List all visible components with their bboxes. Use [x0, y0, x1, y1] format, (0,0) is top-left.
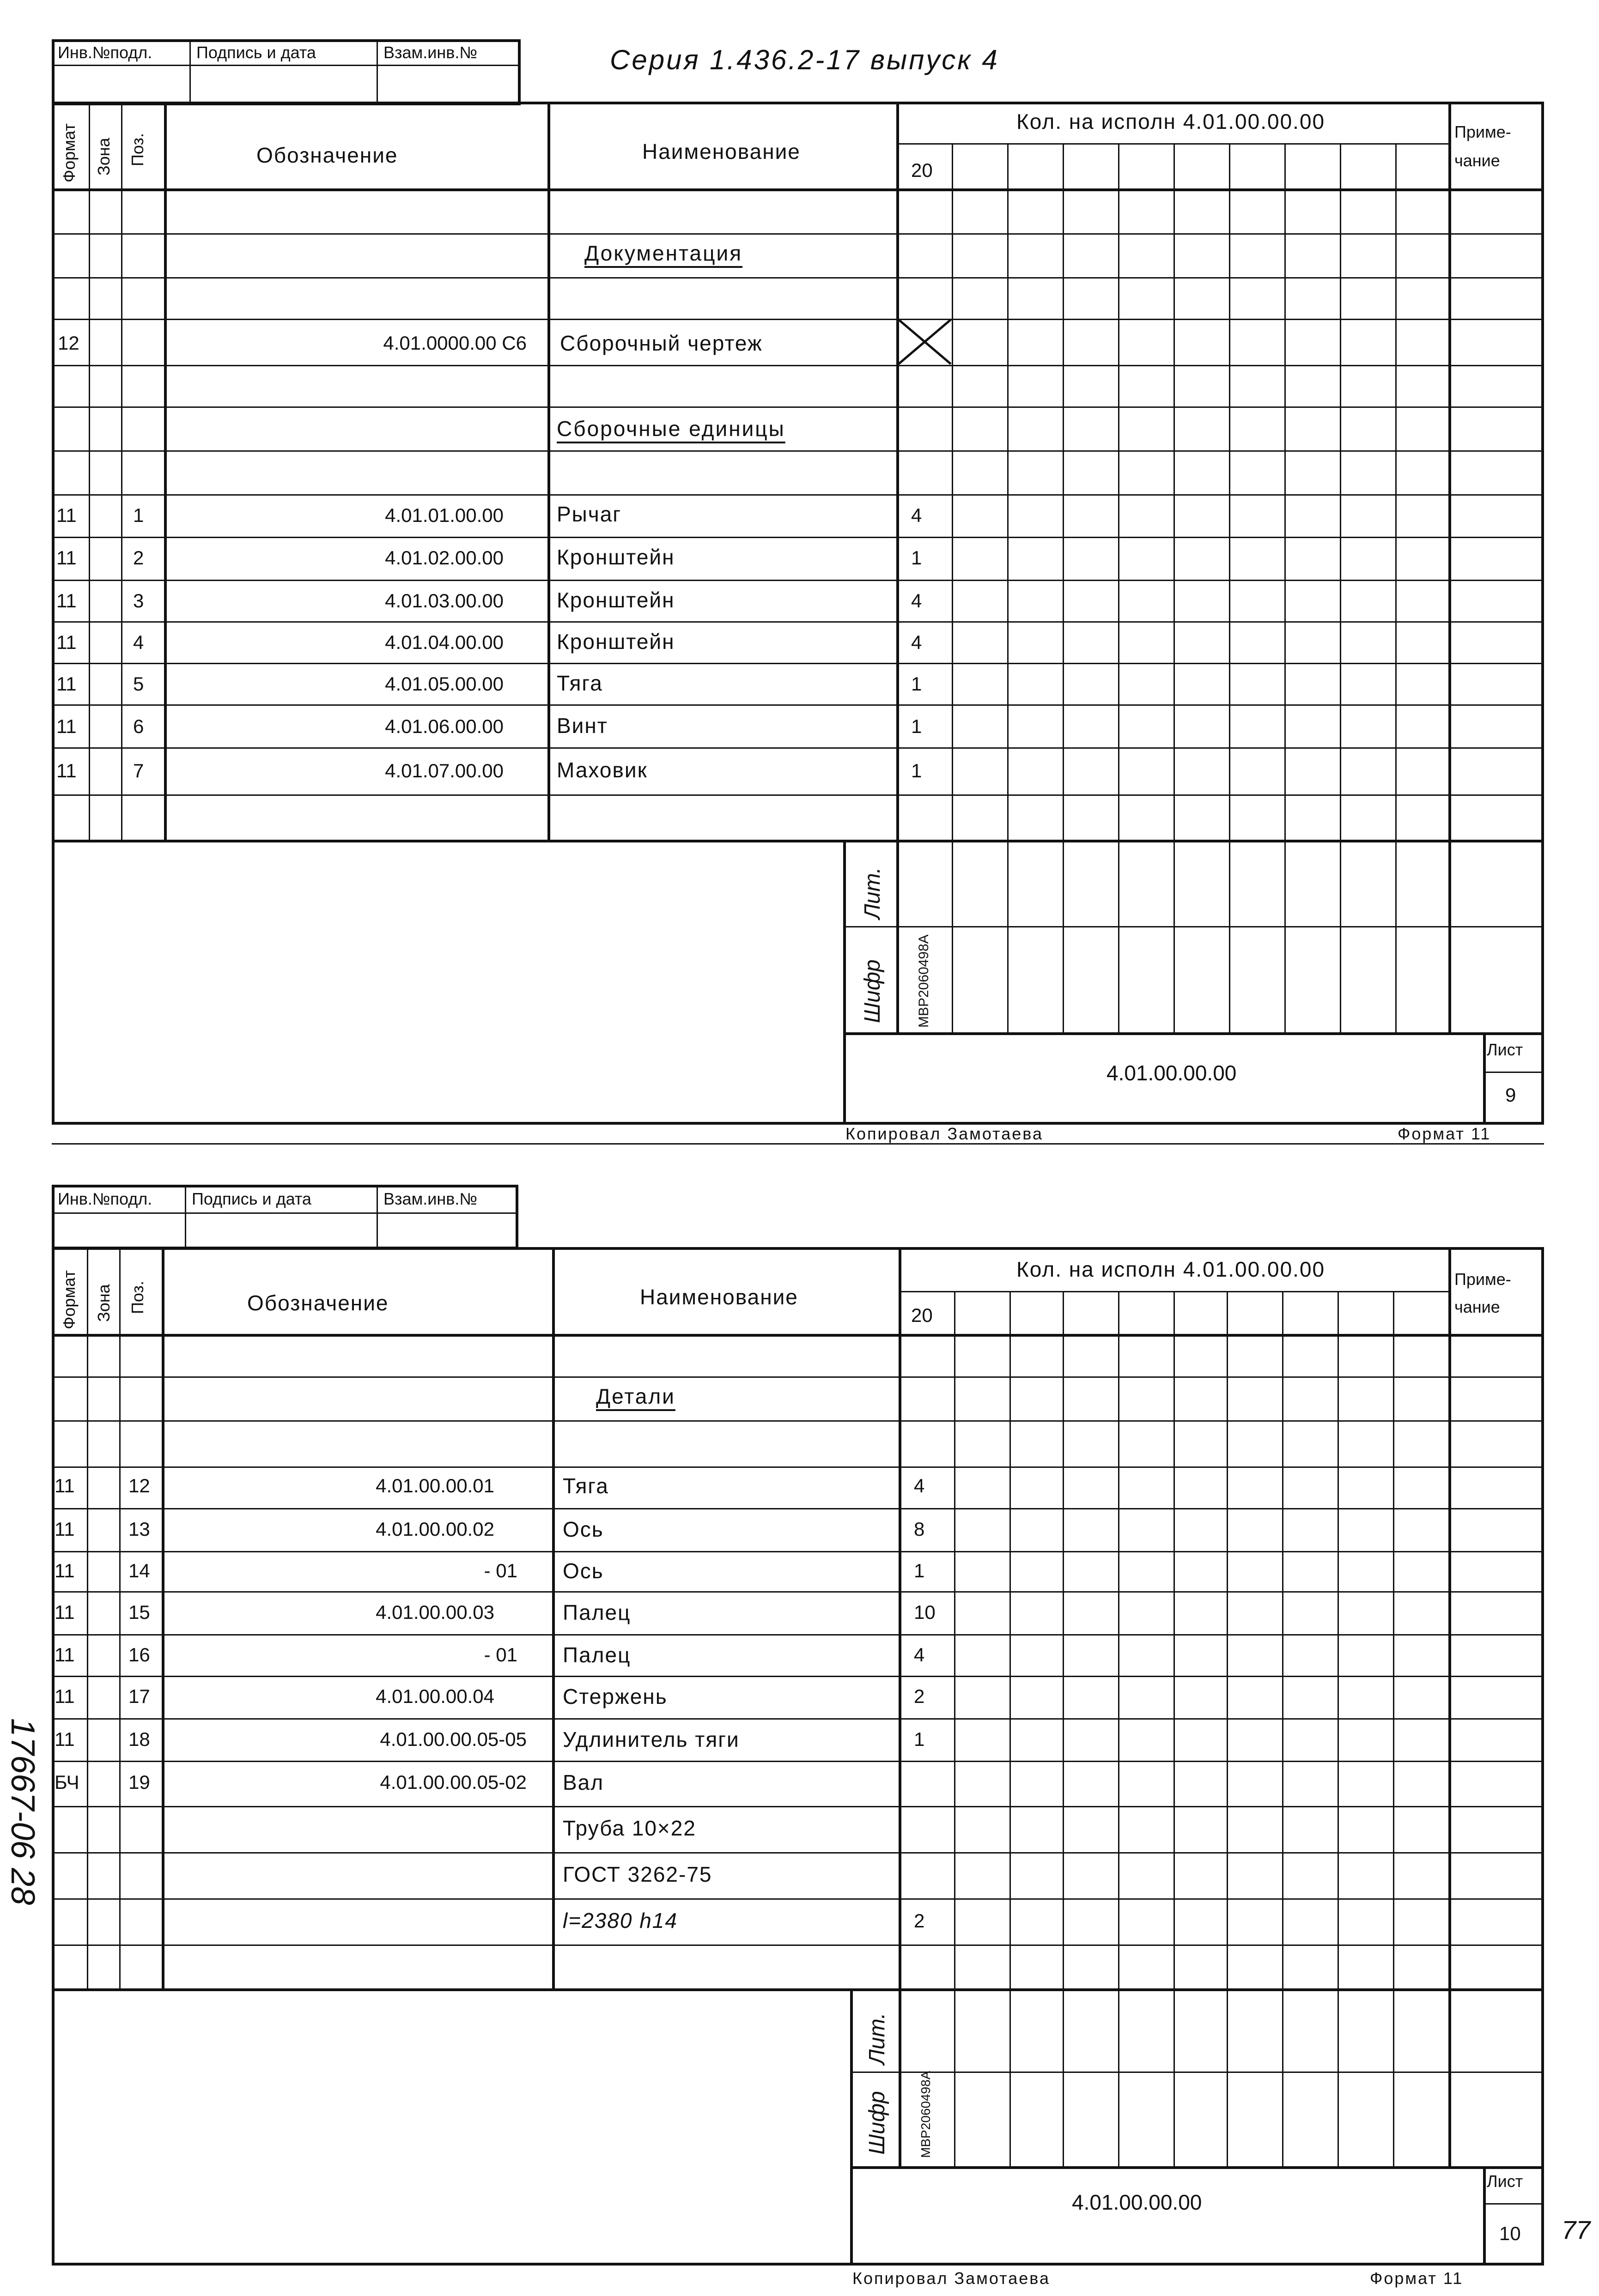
side-number: 17667-06 28 — [4, 1718, 41, 1905]
col-prim-1: Приме- — [1454, 122, 1511, 141]
col-kol-first: 20 — [911, 159, 933, 181]
sheet-1-frame — [52, 102, 1544, 1125]
stamp-vzam: Взам.инв.№ — [383, 43, 478, 62]
col-naimenovanie: Наименование — [642, 139, 801, 164]
col-zona: Зона — [94, 138, 113, 176]
sheet-2-frame — [52, 1247, 1544, 2266]
copied-by: Копировал Замотаева — [845, 1124, 1044, 1143]
lit-label: Лит. — [860, 867, 885, 919]
shifr-code: МВР2060498А — [916, 934, 931, 1028]
col-prim-2: чание — [1454, 151, 1500, 170]
stamp-inv-podl: Инв.№подл. — [58, 43, 152, 62]
corner-mark: 77 — [1562, 2215, 1591, 2244]
shifr-code: МВР2060498А — [918, 2071, 933, 2158]
shifr-label: Шифр — [860, 959, 885, 1023]
section-documentation: Документация — [584, 241, 743, 265]
series-title: Серия 1.436.2-17 выпуск 4 — [610, 44, 999, 75]
list-number: 10 — [1499, 2223, 1521, 2244]
col-kol-header: Кол. на исполн 4.01.00.00.00 — [1016, 109, 1325, 133]
list-label: Лист — [1487, 1040, 1523, 1059]
stamp-podpis: Подпись и дата — [196, 43, 316, 62]
format-label: Формат 11 — [1398, 1124, 1491, 1143]
list-number: 9 — [1505, 1084, 1516, 1106]
copied-by: Копировал Замотаева — [852, 2269, 1051, 2288]
col-format: Формат — [60, 123, 79, 182]
sheet-designation: 4.01.00.00.00 — [1107, 1061, 1237, 1085]
lit-label: Лит. — [865, 2012, 889, 2065]
section-details: Детали — [596, 1384, 675, 1408]
cross-mark — [898, 319, 952, 365]
list-label: Лист — [1487, 2172, 1523, 2191]
col-oboznachenie: Обозначение — [256, 143, 398, 167]
format-label: Формат 11 — [1370, 2269, 1464, 2288]
section-assembly-units: Сборочные единицы — [557, 417, 785, 441]
col-poz: Поз. — [128, 133, 147, 166]
sheet-designation: 4.01.00.00.00 — [1072, 2190, 1202, 2214]
shifr-label: Шифр — [865, 2091, 889, 2155]
